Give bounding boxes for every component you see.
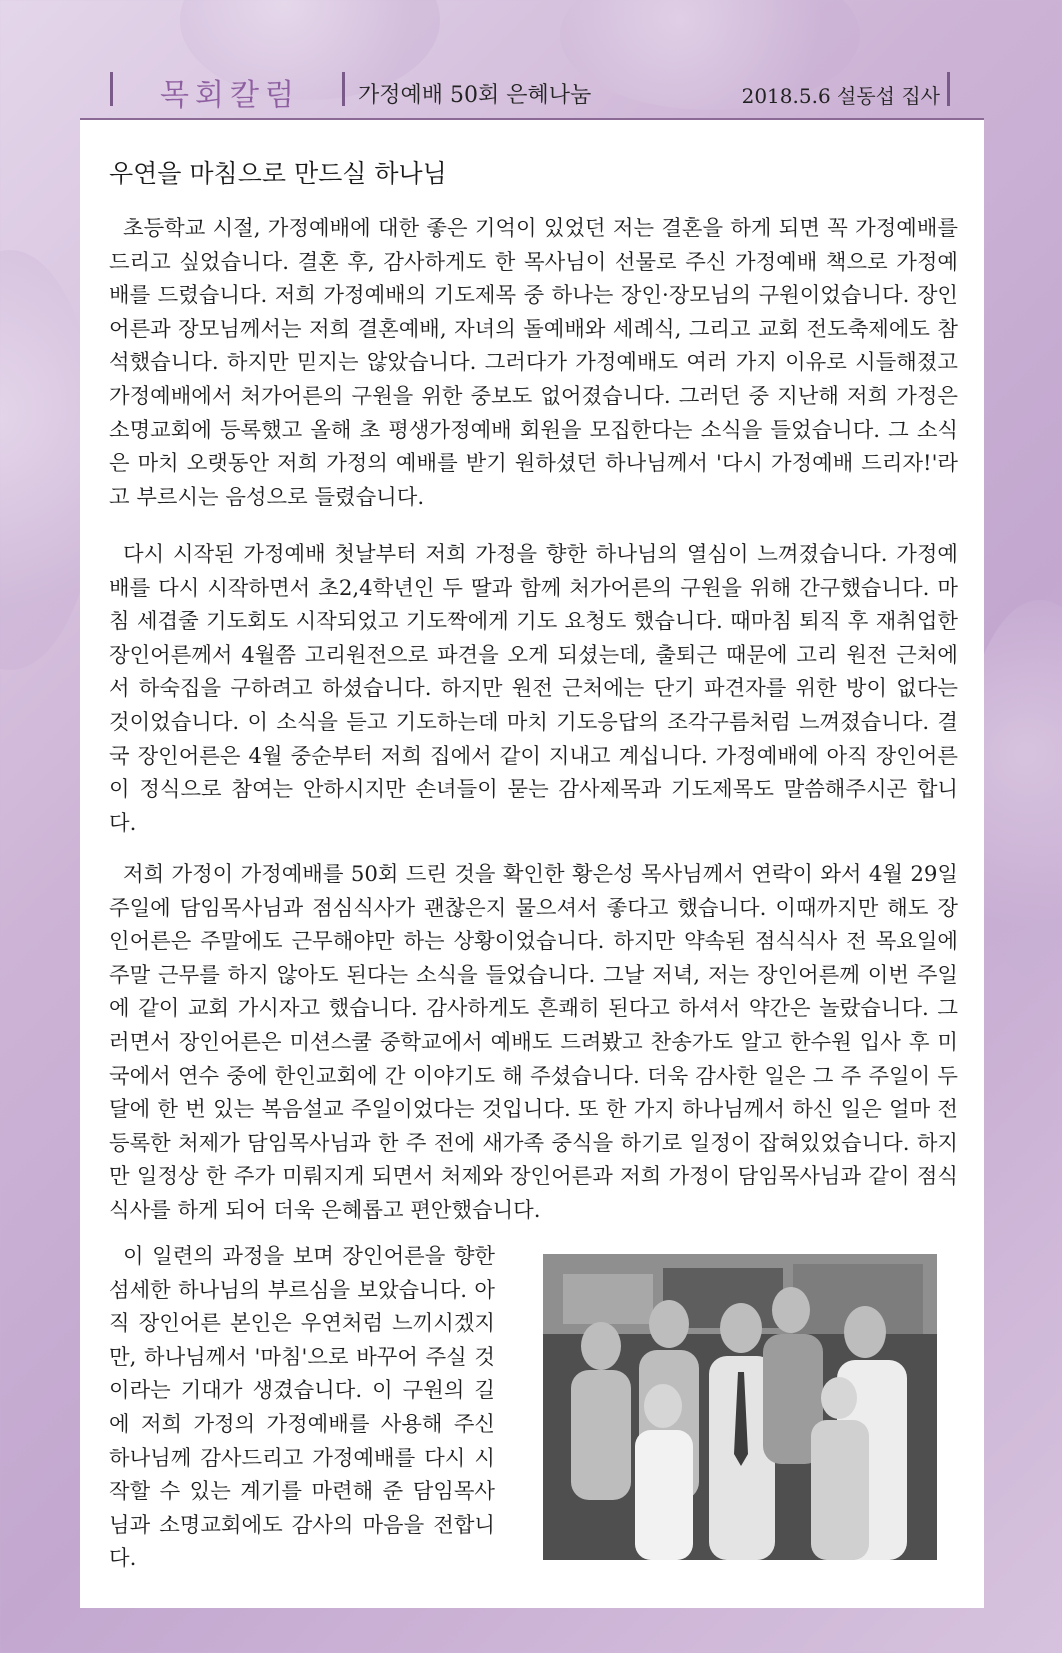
family-photo <box>543 1254 937 1560</box>
article-panel <box>80 118 984 1608</box>
header-divider <box>947 72 950 106</box>
article-paragraph: 초등학교 시절, 가정예배에 대한 좋은 기억이 있었던 저는 결혼을 하게 되면 꼭 가정예배를 드리고 싶었습니다. 결혼 후, 감사하게도 한 목사님이 선물로 주신 가정예배 책으로 가정예배를 드렸습니다. 저희 가정예배의 기도제목 중 하나는 장인·장모님의 구원이었습니다. 장인어른과 장모님께서는 저희 결혼예배, 자녀의 돌예배와 세례식, 그리고 교회 전도축제에도 참석했습니다. 하지만 믿지는 않았습니다. 그러다가 가정예배도 여러 가지 이유로 시들해졌고 가정예배에서 처가어른의 구원을 위한 중보도 없어졌습니다. 그러던 중 지난해 저희 가정은 소명교회에 등록했고 올해 초 평생가정예배 회원을 모집한다는 소식을 들었습니다. 그 소식은 마치 오랫동안 저희 가정의 예배를 받기 원하셨던 하나님께서 '다시 가정예배 드리자!'라고 부르시는 음성으로 들렸습니다. <box>109 216 958 510</box>
column-header <box>110 68 950 112</box>
header-divider <box>342 72 345 106</box>
article-title: 우연을 마침으로 만드실 하나님 <box>109 159 447 188</box>
column-subtitle: 가정예배 50회 은혜나눔 <box>358 83 592 108</box>
family-photo-illustration <box>543 1254 937 1560</box>
article-paragraph: 저희 가정이 가정예배를 50회 드린 것을 확인한 황은성 목사님께서 연락이 와서 4월 29일 주일에 담임목사님과 점심식사가 괜찮은지 물으셔서 좋다고 했습니다. 이때까지만 해도 장인어른은 주말에도 근무해야만 하는 상황이었습니다. 하지만 약속된 점식식사 전 목요일에 주말 근무를 하지 않아도 된다는 소식을 들었습니다. 그날 저녁, 저는 장인어른께 이번 주일에 같이 교회 가시자고 했습니다. 감사하게도 흔쾌히 된다고 하셔서 약간은 놀랐습니다. 그러면서 장인어른은 미션스쿨 중학교에서 예배도 드려봤고 찬송가도 알고 한수원 입사 후 미국에서 연수 중에 한인교회에 간 이야기도 해 주셨습니다. 더욱 감사한 일은 그 주 주일이 두 달에 한 번 있는 복음설교 주일이었다는 것입니다. 또 한 가지 하나님께서 하신 일은 얼마 전 등록한 처제가 담임목사님과 한 주 전에 새가족 중식을 하기로 일정이 잡혀있었습니다. 하지만 일정상 한 주가 미뤄지게 되면서 처제와 장인어른과 저희 가정이 담임목사님과 같이 점식식사를 하게 되어 더욱 은혜롭고 편안했습니다. <box>109 862 958 1223</box>
section-title: 목회칼럼 <box>160 78 300 113</box>
header-divider <box>110 72 113 106</box>
article-paragraph: 다시 시작된 가정예배 첫날부터 저희 가정을 향한 하나님의 열심이 느껴졌습니다. 가정예배를 다시 시작하면서 초2,4학년인 두 딸과 함께 처가어른의 구원을 위해 간구했습니다. 마침 세겹줄 기도회도 시작되었고 기도짝에게 기도 요청도 했습니다. 때마침 퇴직 후 재취업한 장인어른께서 4월쯤 고리원전으로 파견을 오게 되셨는데, 출퇴근 때문에 고리 원전 근처에서 하숙집을 구하려고 하셨습니다. 하지만 원전 근처에는 단기 파견자를 위한 방이 없다는 것이었습니다. 이 소식을 듣고 기도하는데 마치 기도응답의 조각구름처럼 느껴졌습니다. 결국 장인어른은 4월 중순부터 저희 집에서 같이 지내고 계십니다. 가정예배에 아직 장인어른이 정식으로 참여는 안하시지만 손녀들이 묻는 감사제목과 기도제목도 말씀해주시곤 합니다. <box>109 542 958 836</box>
article-paragraph: 이 일련의 과정을 보며 장인어른을 향한 섬세한 하나님의 부르심을 보았습니다. 아직 장인어른 본인은 우연처럼 느끼시겠지만, 하나님께서 '마침'으로 바꾸어 주실 것이라는 기대가 생겼습니다. 이 구원의 길에 저희 가정의 가정예배를 사용해 주신 하나님께 감사드리고 가정예배를 다시 시작할 수 있는 계기를 마련해 준 담임목사님과 소명교회에도 감사의 마음을 전합니다. <box>109 1244 495 1572</box>
date-author: 2018.5.6 설동섭 집사 <box>741 84 940 108</box>
